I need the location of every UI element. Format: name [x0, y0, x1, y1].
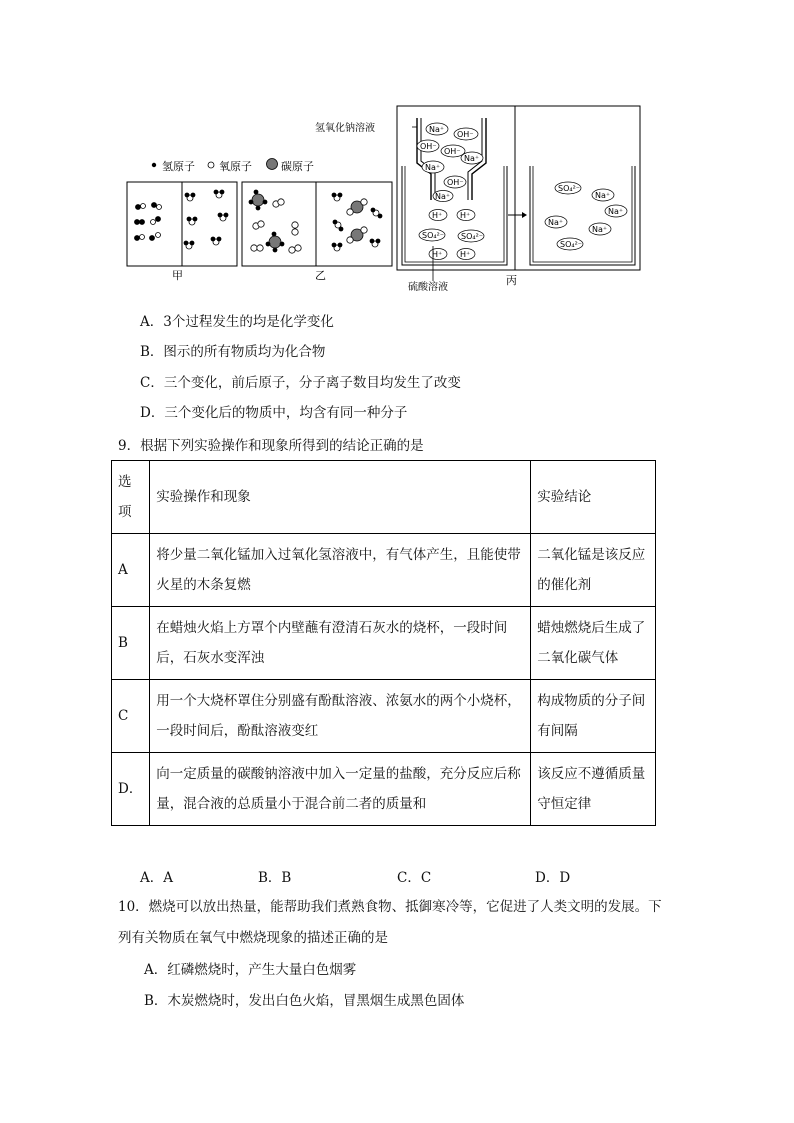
label-naoh: 氢氧化钠溶液	[315, 123, 375, 134]
table-row	[112, 753, 656, 826]
ion-na: Na⁺	[548, 218, 564, 227]
q9-choice-b: B．B	[258, 870, 292, 886]
row-option: C	[112, 680, 150, 753]
q8-option-a: A．3个过程发生的均是化学变化	[140, 314, 334, 330]
row-operation: 将少量二氧化锰加入过氧化氢溶液中，有气体产生，且能使带火星的木条复燃	[150, 534, 531, 607]
row-option: D．	[112, 753, 150, 826]
ion-so4: SO₄²⁻	[558, 184, 581, 193]
legend-hydrogen: 氢原子	[162, 160, 195, 173]
legend-carbon: 碳原子	[281, 160, 314, 173]
ion-oh: OH⁻	[447, 178, 464, 187]
ion-na: Na⁺	[592, 225, 608, 234]
q10-stem-line2: 列有关物质在氧气中燃烧现象的描述正确的是	[118, 930, 388, 946]
label-jia: 甲	[172, 269, 183, 282]
q8-option-c: C．三个变化，前后原子，分子离子数目均发生了改变	[140, 375, 461, 391]
ion-so4: SO₄²⁻	[560, 240, 583, 249]
q9-choice-d: D．D	[535, 870, 571, 886]
ion-so4: SO₄²⁻	[461, 232, 484, 241]
carbon-atom-legend-icon	[267, 159, 278, 170]
ion-h: H⁺	[460, 250, 471, 259]
table-row	[112, 607, 656, 680]
row-option: A	[112, 534, 150, 607]
row-conclusion: 该反应不遵循质量守恒定律	[531, 753, 656, 826]
q10-option-a: A．红磷燃烧时，产生大量白色烟雾	[144, 962, 357, 978]
label-yi: 乙	[315, 269, 326, 282]
header-conclusion: 实验结论	[531, 461, 656, 534]
row-operation: 用一个大烧杯罩住分别盛有酚酞溶液、浓氨水的两个小烧杯，一段时间后，酚酞溶液变红	[150, 680, 531, 753]
ion-na: Na⁺	[464, 154, 480, 163]
ion-so4: SO₄²⁻	[422, 231, 445, 240]
q10-option-b: B．木炭燃烧时，发出白色火焰，冒黑烟生成黑色固体	[144, 993, 465, 1009]
oxygen-atom-legend-icon	[208, 162, 214, 168]
ion-na: Na⁺	[595, 191, 611, 200]
ion-na: Na⁺	[435, 192, 451, 201]
header-option: 选项	[112, 461, 150, 534]
ion-na: Na⁺	[429, 125, 445, 134]
reaction-diagram-svg	[110, 98, 650, 298]
ion-h: H⁺	[432, 211, 443, 220]
ion-h: H⁺	[460, 211, 471, 220]
label-h2so4: 硫酸溶液	[408, 282, 448, 293]
panel-jia	[127, 182, 237, 282]
q8-option-d: D．三个变化后的物质中，均含有同一种分子	[140, 405, 408, 421]
header-operation: 实验操作和现象	[150, 461, 531, 534]
q9-choice-a: A．A	[140, 870, 173, 886]
hydrogen-atom-legend-icon	[152, 163, 156, 167]
q10-stem-line1: 10．燃烧可以放出热量，能帮助我们煮熟食物、抵御寒冷等，它促进了人类文明的发展。下	[118, 899, 662, 915]
ion-na: Na⁺	[425, 163, 441, 172]
reaction-diagram	[110, 98, 650, 298]
ion-h: H⁺	[432, 250, 443, 259]
panel-yi	[242, 182, 392, 282]
legend	[152, 159, 314, 174]
q9-table	[111, 460, 656, 826]
row-conclusion: 蜡烛燃烧后生成了二氧化碳气体	[531, 607, 656, 680]
ion-oh: OH⁻	[444, 147, 461, 156]
row-operation: 在蜡烛火焰上方罩个内壁蘸有澄清石灰水的烧杯，一段时间后，石灰水变浑浊	[150, 607, 531, 680]
q9-choice-c: C．C	[397, 870, 432, 886]
row-operation: 向一定质量的碳酸钠溶液中加入一定量的盐酸，充分反应后称量，混合液的总质量小于混合前二者的质量和	[150, 753, 531, 826]
ion-na: Na⁺	[608, 207, 624, 216]
label-bing: 丙	[506, 274, 517, 287]
table-header-row	[112, 461, 656, 534]
ion-oh: OH⁻	[420, 142, 437, 151]
q8-option-b: B．图示的所有物质均为化合物	[140, 344, 326, 360]
q9-stem: 9．根据下列实验操作和现象所得到的结论正确的是	[118, 438, 424, 454]
table-row	[112, 680, 656, 753]
ion-oh: OH⁻	[457, 130, 474, 139]
row-conclusion: 二氧化锰是该反应的催化剂	[531, 534, 656, 607]
table-row	[112, 534, 656, 607]
row-conclusion: 构成物质的分子间有间隔	[531, 680, 656, 753]
row-option: B	[112, 607, 150, 680]
legend-oxygen: 氧原子	[219, 160, 252, 173]
